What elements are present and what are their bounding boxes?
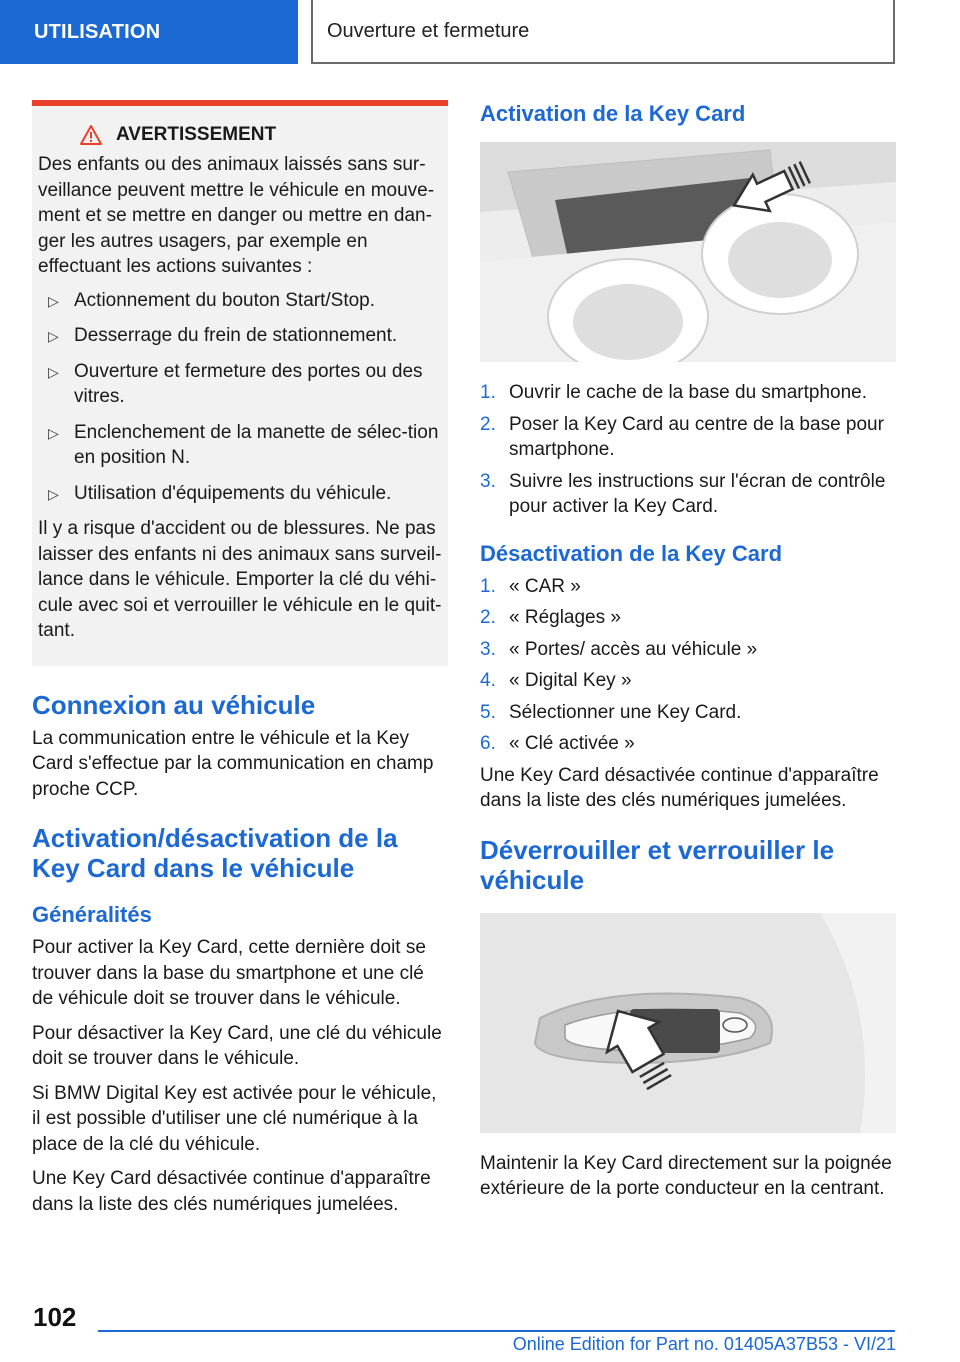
- list-item: 1. « CAR »: [480, 575, 581, 597]
- triangle-bullet-icon: ▷: [48, 328, 59, 344]
- activation-heading: Activation de la Key Card: [480, 101, 746, 126]
- door-handle-figure: [480, 913, 896, 1133]
- list-item: ▷ Utilisation d'équipements du véhicule.: [38, 481, 442, 507]
- smartphone-base-illustration: [480, 142, 896, 362]
- list-item: 3. Suivre les instructions sur l'écran de contrôle pour activer la Key Card.: [480, 470, 886, 517]
- list-item: 3. « Portes/ accès au véhicule »: [480, 638, 758, 660]
- list-item: 4. « Digital Key »: [480, 670, 632, 691]
- generalites-paragraph: Une Key Card désactivée continue d'apparaître dans la liste des clés numériques jumelées.: [32, 1168, 431, 1215]
- warning-title: AVERTISSEMENT: [116, 124, 277, 145]
- activation-desactivation-heading: Activation/désactivation de la Key Card dans le véhicule: [32, 823, 398, 883]
- generalites-paragraph: Pour activer la Key Card, cette dernière doit se trouver dans la base du smartphone et une clé de véhicule doit se trouver dans le véhicule.: [32, 937, 426, 1009]
- connexion-text: La communication entre le véhicule et la Key Card s'effectue par la communication en champ proche CCP.: [32, 727, 434, 800]
- triangle-bullet-icon: ▷: [48, 424, 59, 441]
- activation-steps: [480, 380, 896, 520]
- warning-triangle-icon: [80, 125, 102, 145]
- list-item: 6. « Clé activée »: [480, 733, 635, 754]
- generalites-heading: Généralités: [32, 902, 152, 927]
- right-column: [480, 100, 896, 1211]
- list-item: ▷ Enclenchement de la manette de sélec-tion en position N.: [48, 421, 439, 468]
- footer-divider: [98, 1330, 895, 1332]
- desactivation-steps: [480, 574, 896, 757]
- list-item: ▷ Actionnement du bouton Start/Stop.: [38, 288, 442, 314]
- section-tab: [0, 0, 298, 64]
- deverrouiller-heading: Déverrouiller et verrouiller le véhicule: [480, 834, 835, 895]
- door-handle-illustration: [480, 913, 896, 1133]
- connexion-heading: Connexion au véhicule: [32, 689, 316, 720]
- warning-box: [32, 100, 448, 666]
- footer-edition: Online Edition for Part no. 01405A37B53 - VI/21: [512, 1334, 896, 1354]
- chapter-title: Ouverture et fermeture: [327, 19, 530, 42]
- triangle-bullet-icon: ▷: [48, 485, 59, 502]
- desactivation-note: Une Key Card désactivée continue d'apparaître dans la liste des clés numériques jumelées.: [480, 764, 879, 811]
- section-title: UTILISATION: [34, 20, 161, 43]
- warning-list: [38, 288, 442, 507]
- chapter-header: [311, 0, 895, 64]
- deverrouiller-text: Maintenir la Key Card directement sur la poignée extérieure de la porte conducteur en la centrant.: [480, 1152, 892, 1199]
- warning-outro: Il y a risque d'accident ou de blessures. Ne pas laisser des enfants ni des animaux sans surveil-lance dans le véhicule. Emporter la clé du véhi-cule avec soi et verrouiller le véhicule en le quit-tant.: [38, 518, 442, 641]
- warning-intro: Des enfants ou des animaux laissés sans sur-veillance peuvent mettre le véhicule en mouve-ment et se mettre en danger ou mettre en dan-ger les autres usagers, par exemple en effectuant les actions suivantes :: [38, 154, 435, 277]
- desactivation-heading: Désactivation de la Key Card: [480, 540, 783, 566]
- list-item: ▷ Desserrage du frein de stationnement.: [38, 323, 442, 349]
- triangle-bullet-icon: ▷: [48, 292, 59, 309]
- left-column: [32, 100, 448, 1226]
- list-item: 5. Sélectionner une Key Card.: [480, 701, 742, 723]
- triangle-bullet-icon: ▷: [48, 363, 59, 380]
- generalites-paragraph: Si BMW Digital Key est activée pour le véhicule, il est possible d'utiliser une clé numérique à la place de la clé du véhicule.: [32, 1082, 437, 1155]
- list-item: 2. Poser la Key Card au centre de la base pour smartphone.: [480, 413, 884, 460]
- list-item: 1. Ouvrir le cache de la base du smartphone.: [480, 382, 868, 403]
- warning-heading: [80, 124, 442, 146]
- list-item: 2. « Réglages »: [480, 607, 621, 628]
- smartphone-base-figure: [480, 142, 896, 362]
- page-number: 102: [33, 1302, 77, 1332]
- list-item: ▷ Ouverture et fermeture des portes ou des vitres.: [48, 360, 423, 407]
- generalites-paragraph: Pour désactiver la Key Card, une clé du véhicule doit se trouver dans le véhicule.: [32, 1022, 442, 1069]
